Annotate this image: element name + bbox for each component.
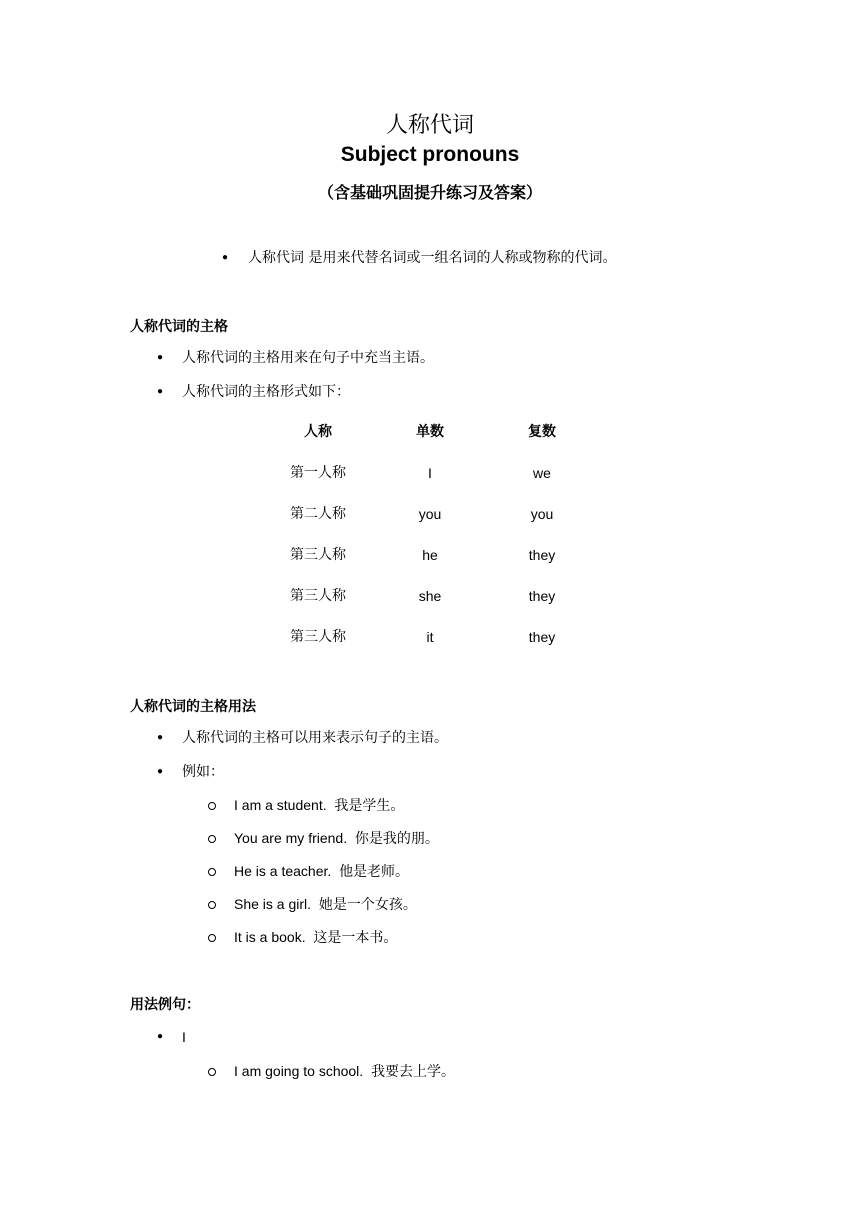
table-cell: 第二人称: [290, 506, 346, 522]
table-cell: they: [528, 547, 556, 563]
example-chinese: 他是老师。: [339, 864, 410, 880]
table-cell: you: [418, 506, 442, 522]
sub-bullet-icon: [208, 868, 216, 876]
bullet-icon: ●: [157, 766, 164, 777]
bullet-icon: ●: [157, 386, 164, 397]
example-line: [234, 927, 397, 948]
example-line: [234, 861, 409, 882]
bullet-text: 人称代词的主格用来在句子中充当主语。: [182, 350, 434, 366]
table-cell: 第一人称: [290, 465, 346, 481]
example-english: You are my friend.: [234, 830, 348, 846]
example-chinese: 她是一个女孩。: [318, 897, 417, 913]
title-chinese: 人称代词: [385, 113, 474, 138]
table-cell: they: [528, 629, 556, 645]
sub-bullet-icon: [208, 901, 216, 909]
example-english: I am a student.: [234, 797, 327, 813]
table-cell: 第三人称: [290, 629, 346, 645]
table-cell: you: [530, 506, 554, 522]
table-cell: we: [533, 465, 551, 481]
example-line: [234, 894, 417, 915]
sub-bullet-icon: [208, 802, 216, 810]
table-cell: I: [428, 465, 432, 481]
example-chinese: 这是一本书。: [313, 930, 398, 946]
bullet-text: 例如：: [182, 764, 224, 780]
table-header: 单数: [416, 424, 444, 440]
example-chinese: 我要去上学。: [370, 1064, 455, 1080]
example-line: [234, 795, 404, 816]
sub-bullet-icon: [208, 934, 216, 942]
section-heading-examples: 用法例句：: [130, 997, 200, 1013]
table-cell: 第三人称: [290, 547, 346, 563]
table-cell: it: [426, 629, 434, 645]
title-subtitle: （含基础巩固提升练习及答案）: [317, 183, 542, 202]
bullet-icon: ●: [222, 252, 229, 263]
bullet-icon: ●: [157, 352, 164, 363]
section-heading-usage: 人称代词的主格用法: [130, 699, 256, 715]
table-cell: 第三人称: [290, 588, 346, 604]
table-header: 人称: [304, 424, 332, 440]
table-cell: he: [422, 547, 438, 563]
bullet-icon: ●: [157, 1031, 164, 1042]
example-chinese: 我是学生。: [334, 798, 405, 814]
sub-bullet-icon: [208, 835, 216, 843]
example-english: He is a teacher.: [234, 863, 332, 879]
table-cell: they: [528, 588, 556, 604]
table-cell: she: [418, 588, 442, 604]
example-english: It is a book.: [234, 929, 306, 945]
section-heading-subject-case: 人称代词的主格: [130, 319, 228, 335]
sub-bullet-icon: [208, 1068, 216, 1076]
bullet-icon: ●: [157, 732, 164, 743]
example-chinese: 你是我的朋。: [354, 831, 439, 847]
example-english: I am going to school.: [234, 1063, 364, 1079]
example-line: [234, 828, 439, 849]
bullet-text: I: [182, 1029, 186, 1045]
bullet-text: 人称代词的主格形式如下：: [182, 384, 350, 400]
example-line: [234, 1061, 455, 1082]
intro-text: 人称代词 是用来代替名词或一组名词的人称或物称的代词。: [248, 250, 617, 266]
example-english: She is a girl.: [234, 896, 312, 912]
title-english: Subject pronouns: [340, 143, 520, 166]
bullet-text: 人称代词的主格可以用来表示句子的主语。: [182, 730, 448, 746]
table-header: 复数: [528, 424, 556, 440]
